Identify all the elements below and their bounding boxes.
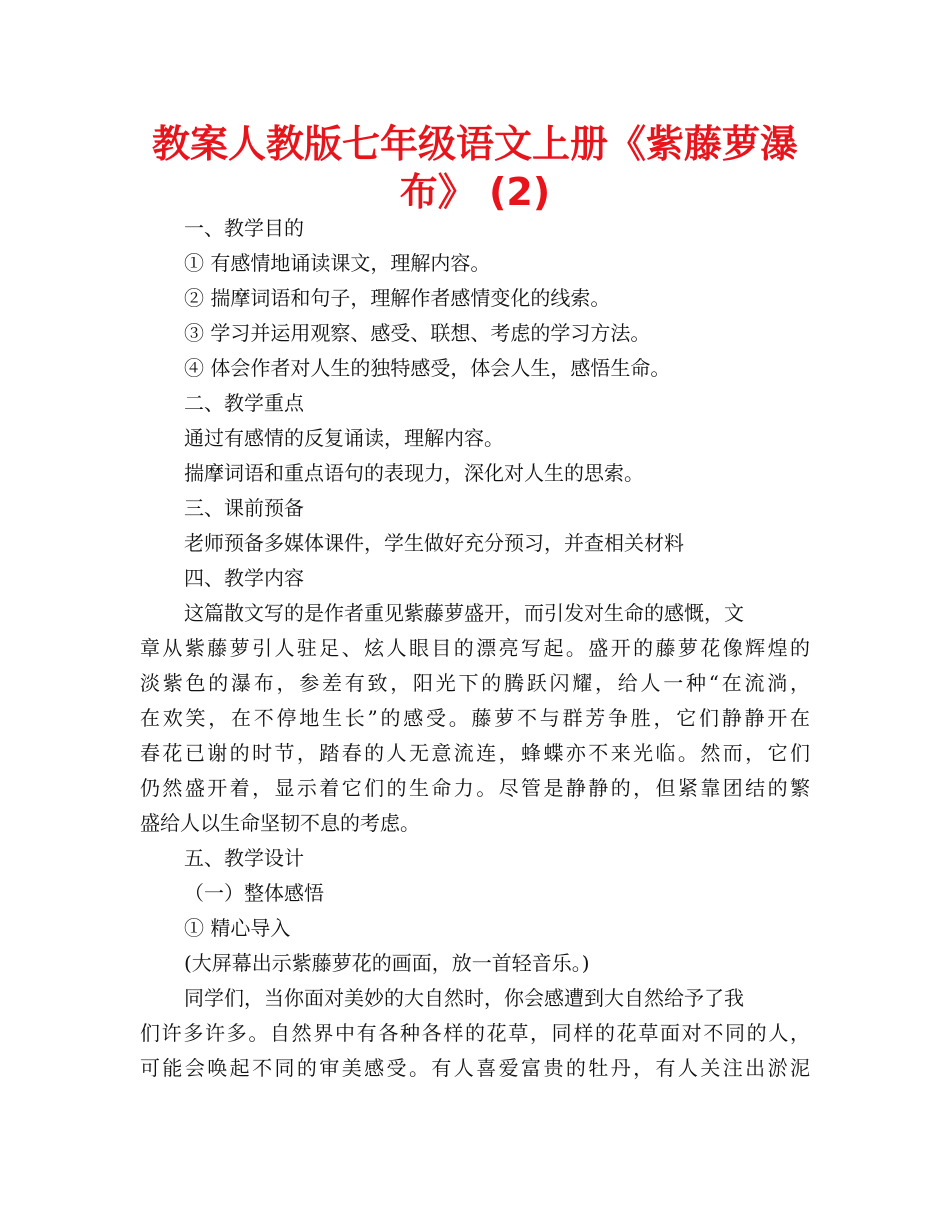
document-title-line-2: 布》 (2) <box>399 170 551 214</box>
heading-preparation: 三、课前预备 <box>184 496 304 520</box>
stage-direction: (大屏幕出示紫藤萝花的画面，放一首轻音乐。) <box>184 951 590 975</box>
intro-paragraph-line: 可能会唤起不同的审美感受。有人喜爱富贵的牡丹，有人关注出淤泥 <box>140 1056 810 1080</box>
document-title-line-1: 教案人教版七年级语文上册《紫藤萝瀑 <box>151 122 798 166</box>
heading-teaching-goals: 一、教学目的 <box>184 216 304 240</box>
heading-teaching-design: 五、教学设计 <box>184 846 304 870</box>
content-paragraph-line: 春花已谢的时节，踏春的人无意流连，蜂蝶亦不来光临。然而，它们 <box>140 741 810 765</box>
intro-paragraph-line: 们许多许多。自然界中有各种各样的花草，同样的花草面对不同的人， <box>140 1021 810 1045</box>
goal-item-3: ③ 学习并运用观察、感受、联想、考虑的学习方法。 <box>184 321 651 345</box>
goal-item-1: ① 有感情地诵读课文，理解内容。 <box>184 251 491 275</box>
goal-item-4: ④ 体会作者对人生的独特感受，体会人生，感悟生命。 <box>184 356 671 380</box>
subheading-overall-perception: （一）整体感悟 <box>184 881 324 905</box>
content-paragraph-line: 盛给人以生命坚韧不息的考虑。 <box>140 811 420 835</box>
content-paragraph-line: 章从紫藤萝引人驻足、炫人眼目的漂亮写起。盛开的藤萝花像辉煌的 <box>140 636 810 660</box>
heading-key-points: 二、教学重点 <box>184 391 304 415</box>
preparation-text: 老师预备多媒体课件，学生做好充分预习，并查相关材料 <box>184 531 684 555</box>
content-paragraph-line: 仍然盛开着，显示着它们的生命力。尽管是静静的，但紧靠团结的繁 <box>140 776 810 800</box>
heading-content: 四、教学内容 <box>184 566 304 590</box>
key-point-1: 通过有感情的反复诵读，理解内容。 <box>184 426 504 450</box>
content-paragraph-line: 淡紫色的瀑布，参差有致，阳光下的腾跃闪耀，给人一种“在流淌， <box>140 671 810 695</box>
content-paragraph-line: 这篇散文写的是作者重见紫藤萝盛开，而引发对生命的感慨，文 <box>184 601 744 625</box>
step-introduction: ① 精心导入 <box>184 916 291 940</box>
key-point-2: 揣摩词语和重点语句的表现力，深化对人生的思索。 <box>184 461 644 485</box>
content-paragraph-line: 在欢笑，在不停地生长”的感受。藤萝不与群芳争胜，它们静静开在 <box>140 706 810 730</box>
intro-paragraph-line: 同学们，当你面对美妙的大自然时，你会感遭到大自然给予了我 <box>184 986 744 1010</box>
goal-item-2: ② 揣摩词语和句子，理解作者感情变化的线索。 <box>184 286 611 310</box>
